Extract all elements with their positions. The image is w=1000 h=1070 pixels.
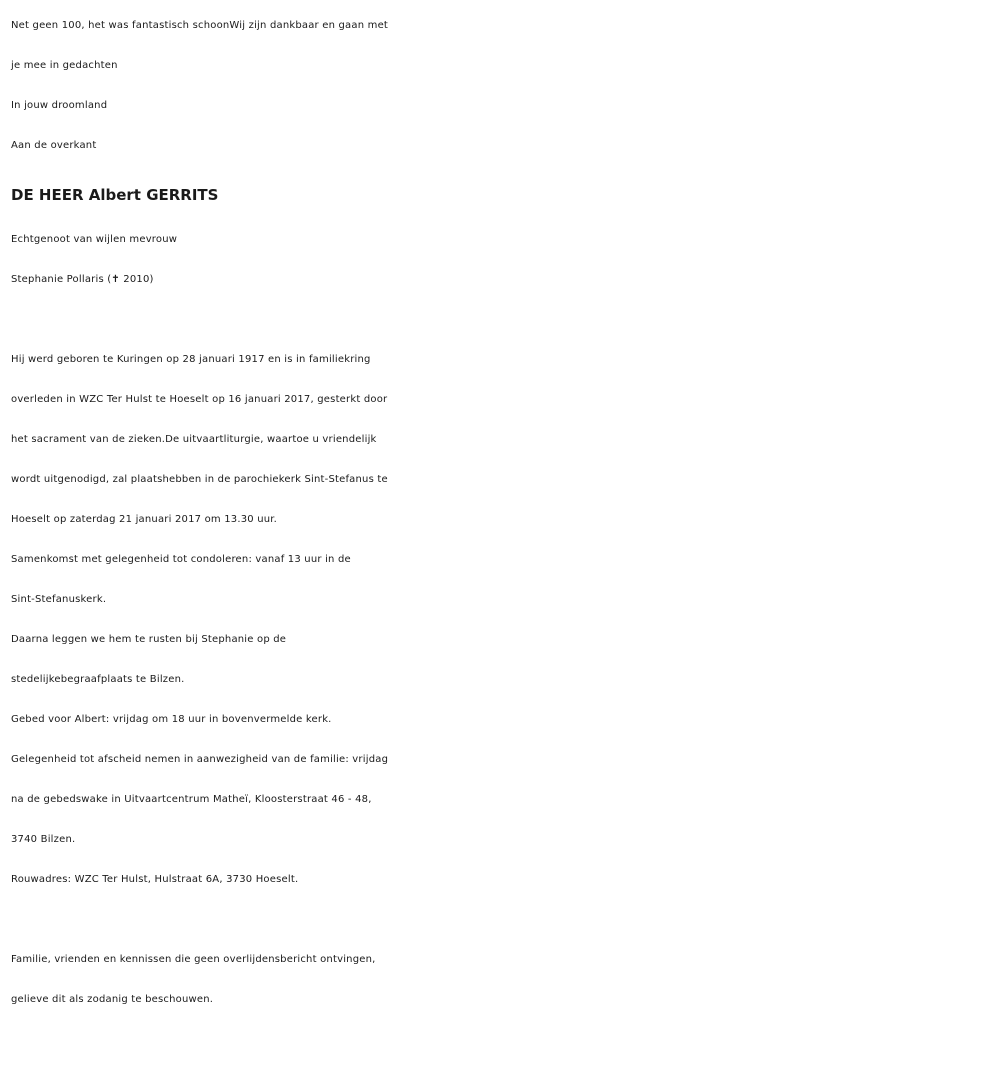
announcement-line: Gebed voor Albert: vrijdag om 18 uur in bovenvermelde kerk. (11, 714, 332, 725)
announcement-line: na de gebedswake in Uitvaartcentrum Matheï, Kloosterstraat 46 - 48, (11, 794, 372, 805)
announcement-line: overleden in WZC Ter Hulst te Hoeselt op 16 januari 2017, gesterkt door (11, 394, 388, 405)
spacer (11, 900, 991, 940)
announcement-line: wordt uitgenodigd, zal plaatshebben in de parochiekerk Sint-Stefanus te (11, 474, 388, 485)
closing-line: gelieve dit als zodanig te beschouwen. (11, 994, 214, 1005)
announcement-line: het sacrament van de zieken.De uitvaartliturgie, waartoe u vriendelijk (11, 434, 377, 445)
announcement-block (11, 340, 991, 900)
announcement-line: Rouwadres: WZC Ter Hulst, Hulstraat 6A, 3730 Hoeselt. (11, 874, 299, 885)
announcement-line: Samenkomst met gelegenheid tot condoleren: vanaf 13 uur in de (11, 554, 351, 565)
poem-line: In jouw droomland (11, 100, 108, 111)
spacer (11, 300, 991, 340)
spouse-line: Stephanie Pollaris (✝ 2010) (11, 274, 154, 285)
announcement-line: Gelegenheid tot afscheid nemen in aanwezigheid van de familie: vrijdag (11, 754, 389, 765)
deceased-name-heading: DE HEER Albert GERRITS (11, 186, 219, 204)
announcement-line: Hij werd geboren te Kuringen op 28 januari 1917 en is in familiekring (11, 354, 371, 365)
spouse-line: Echtgenoot van wijlen mevrouw (11, 234, 178, 245)
obituary-document (11, 6, 991, 1020)
poem-block (11, 6, 991, 166)
spouse-block (11, 220, 991, 300)
announcement-line: 3740 Bilzen. (11, 834, 76, 845)
poem-line: Aan de overkant (11, 140, 97, 151)
announcement-line: Hoeselt op zaterdag 21 januari 2017 om 13.30 uur. (11, 514, 278, 525)
poem-line: Net geen 100, het was fantastisch schoonWij zijn dankbaar en gaan met (11, 20, 389, 31)
announcement-line: stedelijkebegraafplaats te Bilzen. (11, 674, 185, 685)
poem-line: je mee in gedachten (11, 60, 118, 71)
announcement-line: Daarna leggen we hem te rusten bij Stephanie op de (11, 634, 287, 645)
closing-line: Familie, vrienden en kennissen die geen overlijdensbericht ontvingen, (11, 954, 376, 965)
closing-block (11, 940, 991, 1020)
announcement-line: Sint-Stefanuskerk. (11, 594, 107, 605)
